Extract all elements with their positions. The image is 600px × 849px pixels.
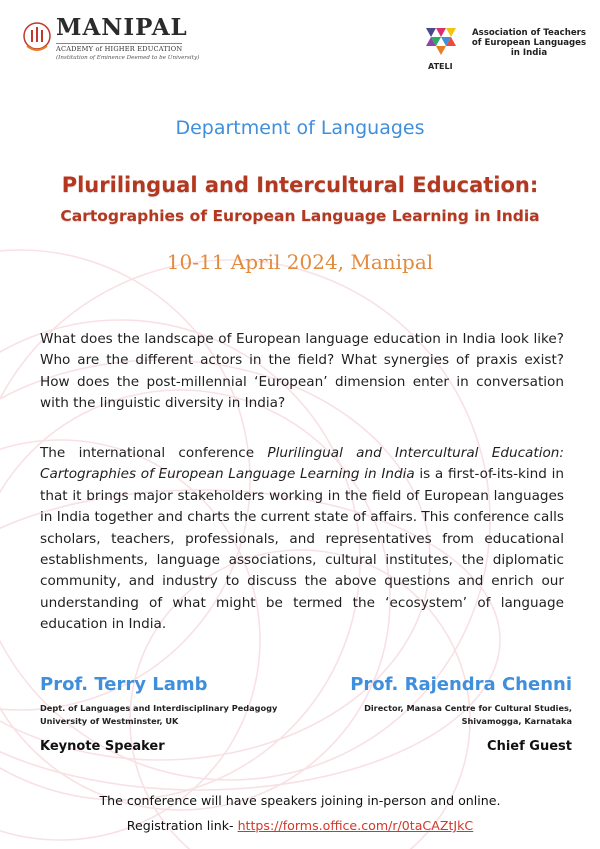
ateli-logo (422, 26, 587, 74)
manipal-subtitle: ACADEMY of HIGHER EDUCATION (56, 45, 183, 53)
manipal-name: MANIPAL (56, 14, 188, 41)
department-heading: Department of Languages (175, 117, 425, 139)
manipal-logo (22, 14, 200, 70)
date-place: 10-11 April 2024, Manipal (166, 250, 434, 274)
manipal-crest-icon (22, 18, 52, 58)
ateli-abbr: ATELI (428, 62, 453, 71)
ateli-name-line3: in India (510, 48, 548, 58)
registration-link[interactable]: https://forms.office.com/r/0taCAZtJkC (237, 818, 474, 833)
conference-subtitle: Cartographies of European Language Learning in India (60, 207, 540, 225)
registration-label: Registration link- (126, 818, 238, 833)
ateli-name (468, 28, 590, 58)
keynote-speaker-university: University of Westminster, UK (40, 716, 179, 726)
chief-guest-role: Chief Guest (487, 739, 572, 754)
intro-paragraph: What does the landscape of European language education in India look like? Who are the different actors in the field? What synergies of praxis exist? How does the post-millennial ‘European’ dimension enter in conversation with the linguistic diversity in India? (40, 331, 564, 412)
keynote-speaker-role: Keynote Speaker (40, 739, 165, 754)
ateli-name-line1: Association of Teachers (471, 28, 587, 38)
manipal-tagline: (Institution of Eminence Deemed to be University) (56, 55, 200, 61)
chief-guest-affiliation: Director, Manasa Centre for Cultural Studies, (364, 703, 572, 713)
description-paragraph (40, 443, 564, 636)
conference-title: Plurilingual and Intercultural Education: (61, 173, 539, 197)
chief-guest-location: Shivamogga, Karnataka (461, 716, 572, 726)
description-rest: is a first-of-its-kind in that it brings major stakeholders working in the field of European languages in India together and charts the current state of affairs. This conference calls scholars, teachers, professionals, and representatives from educational establishments, language associations, cultural institutes, the diplomatic community, and industry to discuss the above questions and enrich our understanding of what might be termed the ‘ecosystem’ of language education in India. (40, 466, 564, 633)
format-note: The conference will have speakers joining in-person and online. (99, 793, 501, 808)
keynote-speaker-affiliation: Dept. of Languages and Interdisciplinary Pedagogy (40, 703, 278, 713)
ateli-name-line2: of European Languages (471, 38, 587, 48)
ateli-mark-icon (422, 26, 466, 64)
description-lead: The international conference (40, 445, 268, 461)
chief-guest-name: Prof. Rajendra Chenni (350, 674, 572, 695)
registration-line (0, 818, 600, 833)
keynote-speaker-name: Prof. Terry Lamb (40, 674, 208, 695)
description-italic-title: Plurilingual and Intercultural Education: Cartographies of European Language Learning in India (40, 445, 564, 483)
